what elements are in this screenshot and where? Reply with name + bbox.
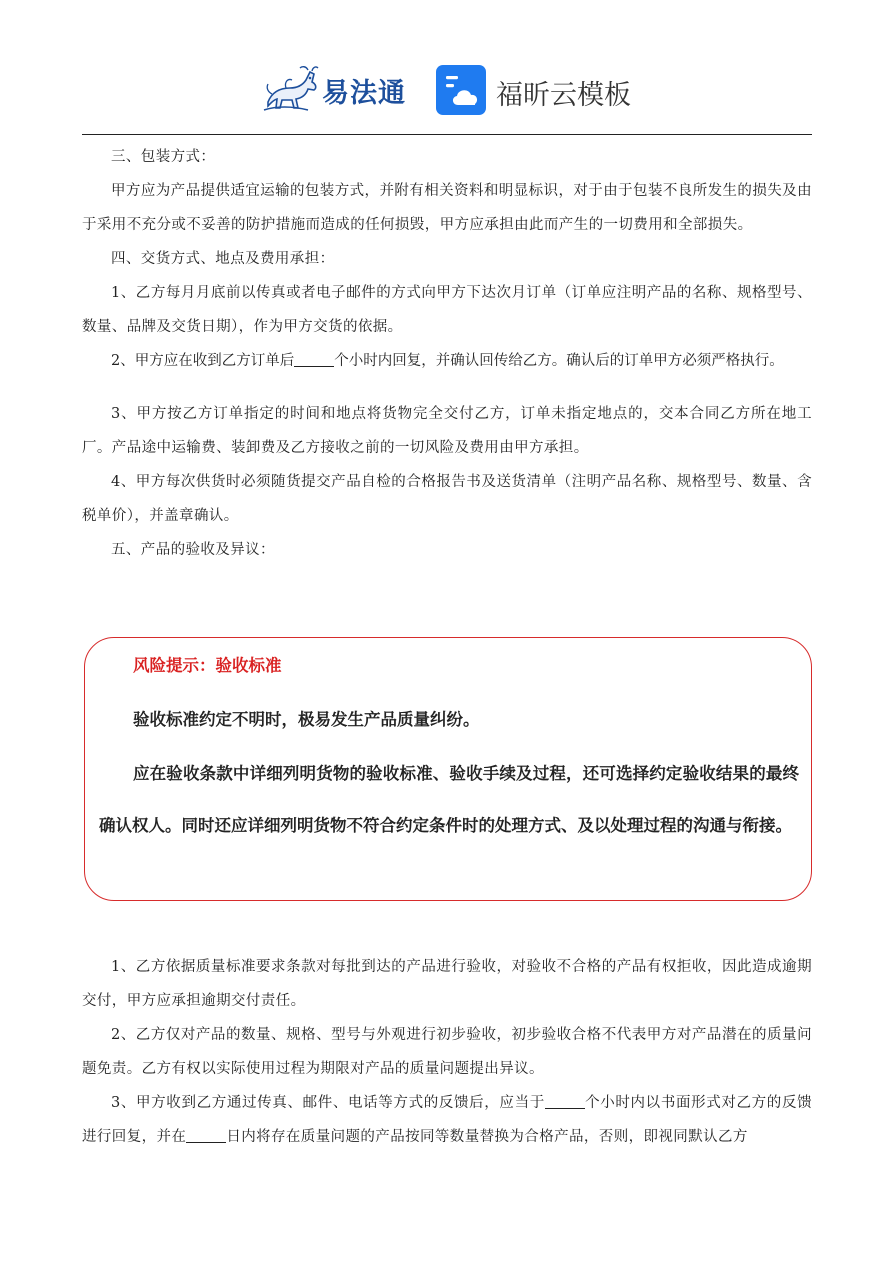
packaging-paragraph: 甲方应为产品提供适宜运输的包装方式，并附有相关资料和明显标识，对于由于包装不良所发生的损失及由于采用不充分或不妥善的防护措施而造成的任何损毁，甲方应承担由此而产生的一切费用和全部损失。 bbox=[82, 183, 812, 233]
inspection-item-3 bbox=[82, 1086, 812, 1154]
delivery-item-2-before: 2、甲方应在收到乙方订单后 bbox=[111, 353, 295, 369]
logo-left-text: 易法通 bbox=[322, 78, 406, 109]
inspection-item-3-part-1: 3、甲方收到乙方通过传真、邮件、电话等方式的反馈后，应当于 bbox=[111, 1095, 545, 1111]
delivery-item-3: 3、甲方按乙方订单指定的时间和地点将货物完全交付乙方，订单未指定地点的，交本合同乙方所在地工厂。产品途中运输费、装卸费及乙方接收之前的一切风险及费用由甲方承担。 bbox=[82, 406, 812, 456]
risk-warning-paragraph: 应在验收条款中详细列明货物的验收标准、验收手续及过程，还可选择约定验收结果的最终确认权人。同时还应详细列明货物不符合约定条件时的处理方式、及以处理过程的沟通与衔接。 bbox=[99, 764, 799, 835]
inspection-item-3-part-2: 个小时内以书面形式对乙方的反馈进行回复，并在 bbox=[82, 1095, 812, 1145]
risk-warning-line-1: 验收标准约定不明时，极易发生产品质量纠纷。 bbox=[133, 710, 480, 729]
delivery-item-2-after: 个小时内回复，并确认回传给乙方。确认后的订单甲方必须严格执行。 bbox=[334, 353, 784, 369]
delivery-item-4: 4、甲方每次供货时必须随货提交产品自检的合格报告书及送货清单（注明产品名称、规格型号、数量、含税单价），并盖章确认。 bbox=[82, 474, 812, 524]
inspection-item-3-part-3: 日内将存在质量问题的产品按同等数量替换为合格产品，否则，即视同默认乙方 bbox=[226, 1129, 748, 1145]
document-body-top bbox=[82, 140, 812, 567]
section-heading-delivery: 四、交货方式、地点及费用承担： bbox=[111, 251, 335, 267]
section-heading-inspection: 五、产品的验收及异议： bbox=[111, 542, 275, 558]
spacer bbox=[82, 378, 812, 397]
risk-warning-box bbox=[84, 637, 812, 901]
document-body-bottom bbox=[82, 950, 812, 1154]
fill-in-blank[interactable] bbox=[186, 1127, 226, 1143]
section-heading-packaging: 三、包装方式： bbox=[111, 149, 216, 165]
foxit-template-logo bbox=[436, 65, 636, 117]
page-header bbox=[0, 52, 893, 124]
yifatong-logo bbox=[262, 62, 412, 114]
delivery-item-2 bbox=[82, 344, 812, 378]
inspection-item-2: 2、乙方仅对产品的数量、规格、型号与外观进行初步验收，初步验收合格不代表甲方对产品潜在的质量问题免责。乙方有权以实际使用过程为期限对产品的质量问题提出异议。 bbox=[82, 1027, 812, 1077]
header-divider bbox=[82, 134, 812, 135]
risk-warning-title: 风险提示：验收标准 bbox=[133, 656, 282, 675]
delivery-item-1: 1、乙方每月月底前以传真或者电子邮件的方式向甲方下达次月订单（订单应注明产品的名称、规格型号、数量、品牌及交货日期），作为甲方交货的依据。 bbox=[82, 285, 812, 335]
inspection-item-1: 1、乙方依据质量标准要求条款对每批到达的产品进行验收，对验收不合格的产品有权拒收，因此造成逾期交付，甲方应承担逾期交付责任。 bbox=[82, 959, 812, 1009]
document-cloud-icon bbox=[436, 65, 486, 115]
logo-right-text: 福昕云模板 bbox=[496, 80, 631, 111]
fill-in-blank[interactable] bbox=[294, 351, 334, 367]
qilin-horse-icon bbox=[262, 62, 320, 114]
fill-in-blank[interactable] bbox=[545, 1093, 585, 1109]
